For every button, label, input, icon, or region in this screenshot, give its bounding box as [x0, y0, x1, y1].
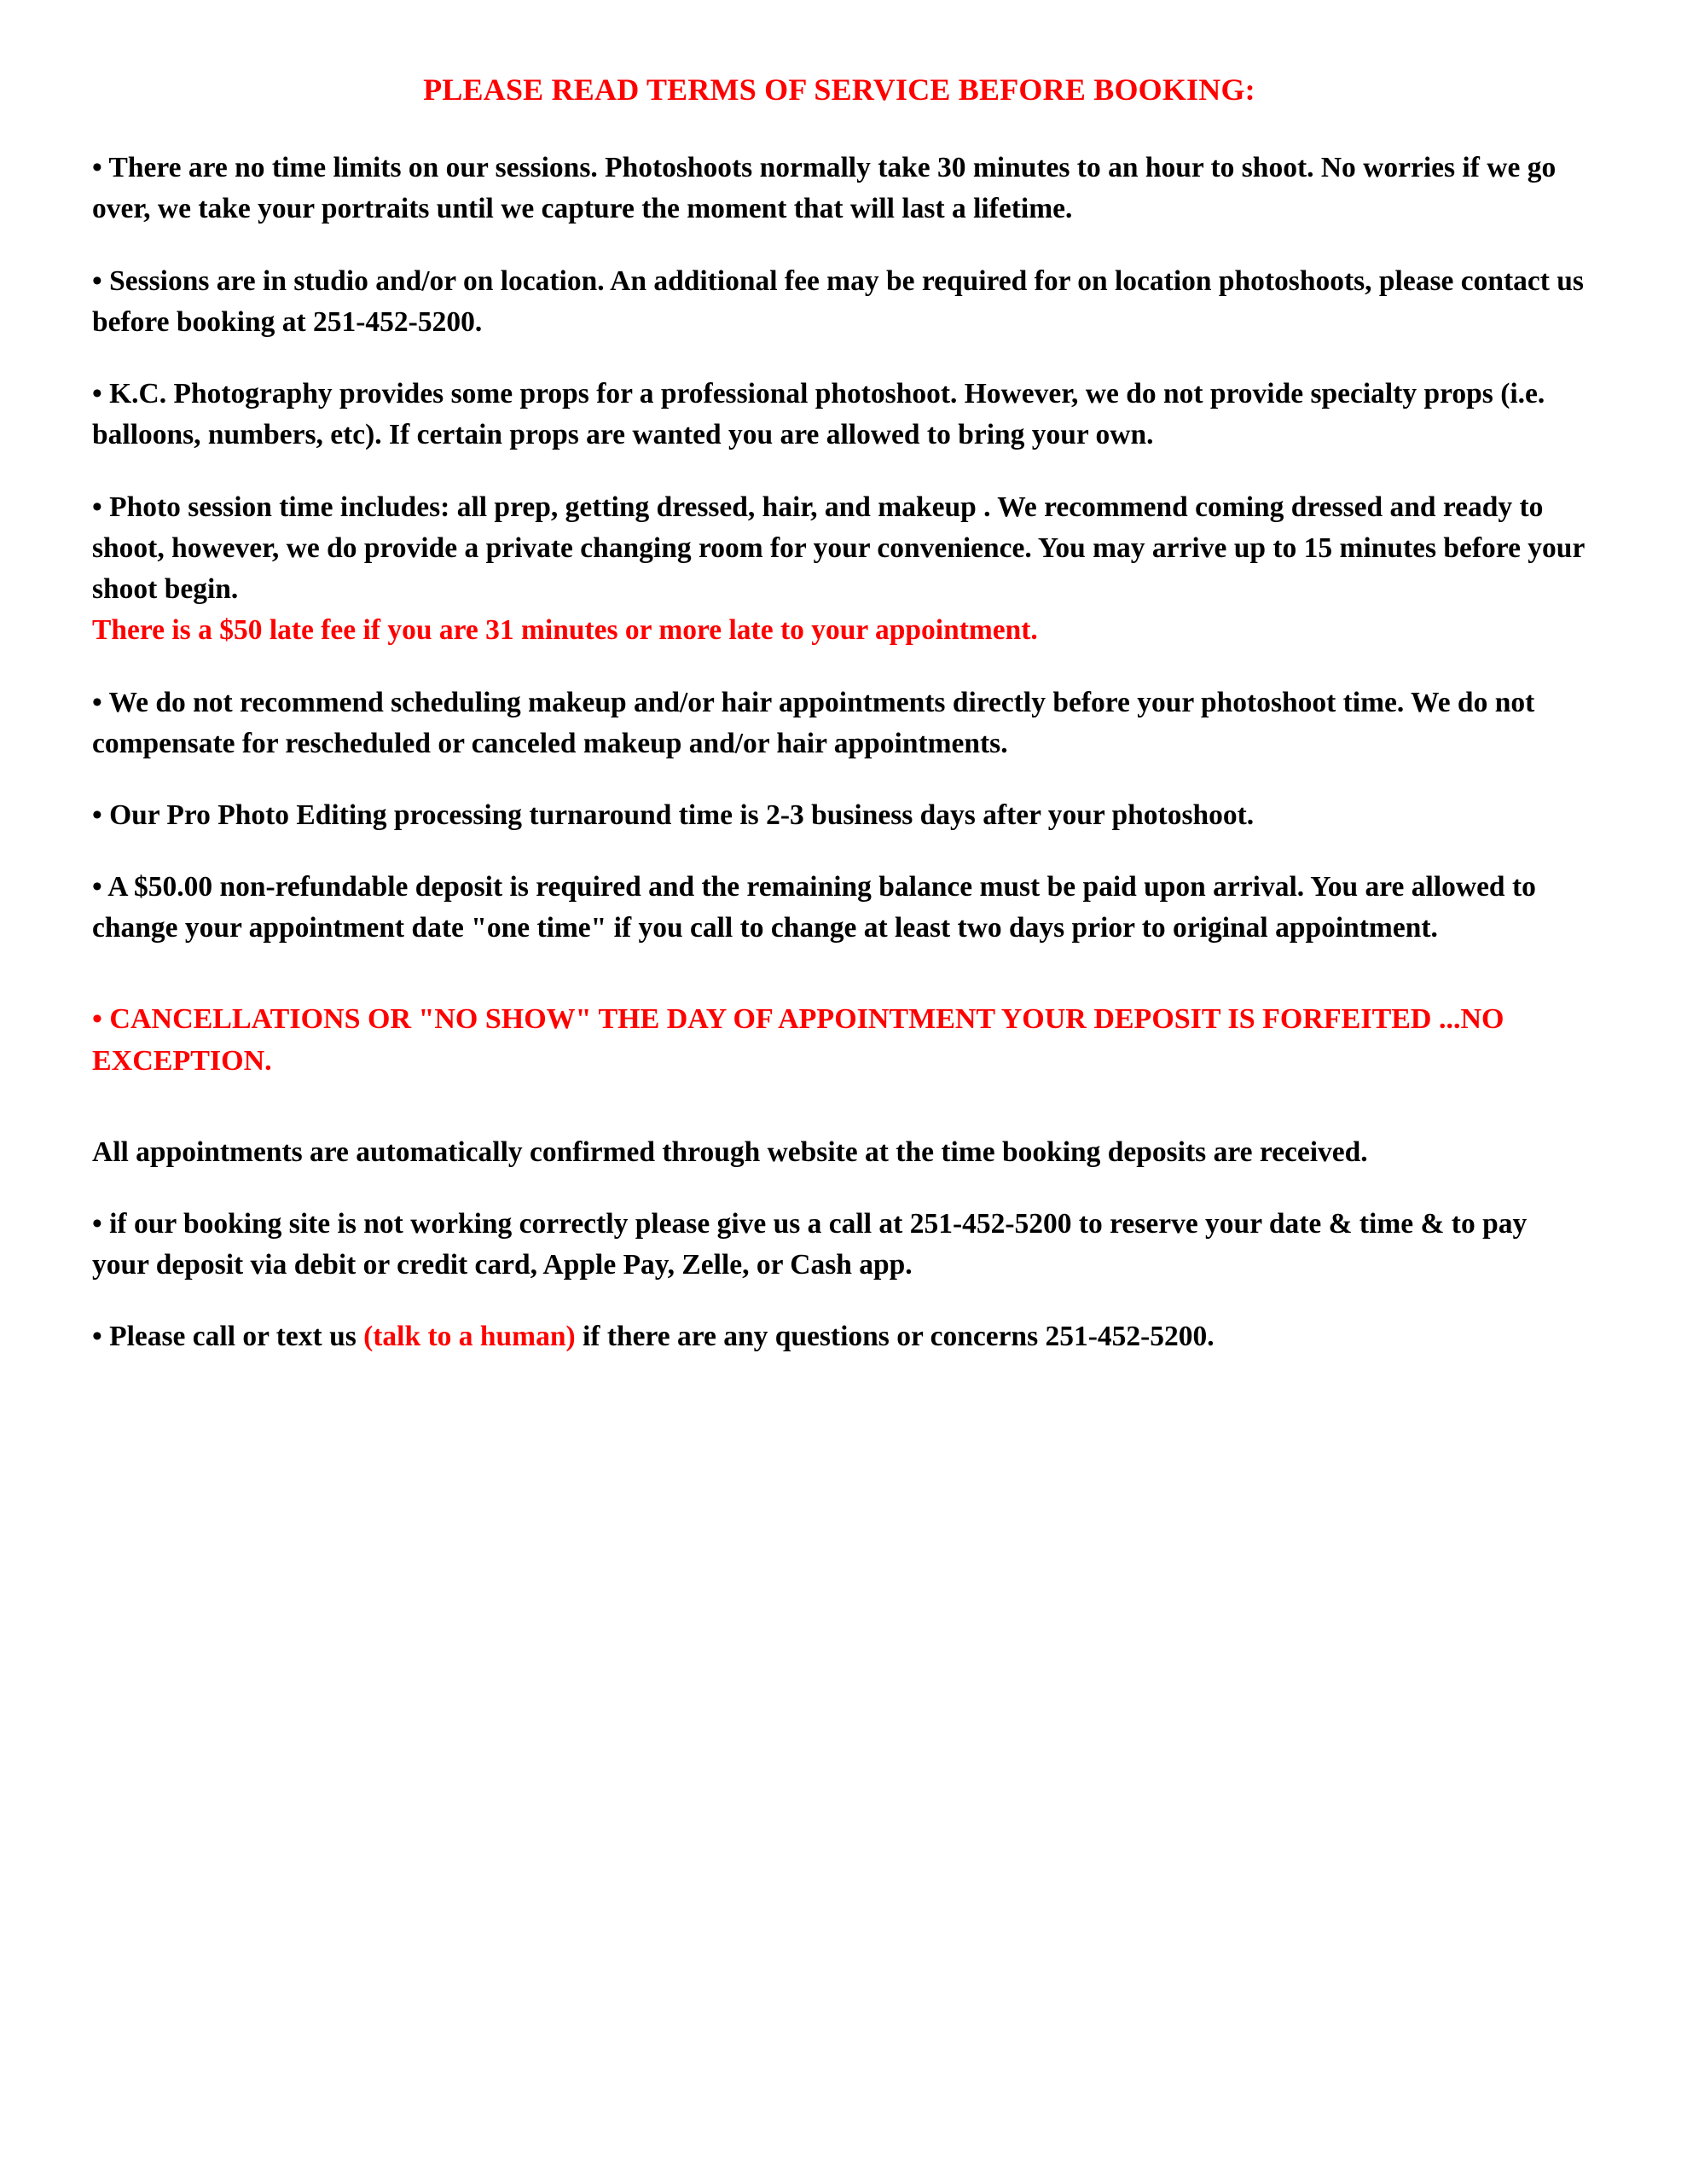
- contact-tail-text: if there are any questions or concerns 251-452-5200.: [575, 1321, 1215, 1353]
- contact-lead-text: • Please call or text us: [92, 1321, 364, 1353]
- paragraph-location: • Sessions are in studio and/or on location. An additional fee may be required for on location photoshoots, please contact us before booking at 251-452-5200.: [92, 264, 1584, 338]
- paragraph-deposit: • A $50.00 non-refundable deposit is required and the remaining balance must be paid upon arrival. You are allowed to change your appointment date "one time" if you call to change at least two days prior to original appointment.: [92, 871, 1536, 944]
- talk-to-a-human-note: (talk to a human): [363, 1321, 576, 1353]
- paragraph-props: • K.C. Photography provides some props for a professional photoshoot. However, we do not provide specialty props (i.e. balloons, numbers, etc). If certain props are wanted you are allowed to bring your own.: [92, 378, 1545, 451]
- paragraph-session-time: [92, 487, 1586, 652]
- paragraph-time-limits: • There are no time limits on our sessions. Photoshoots normally take 30 minutes to an hour to shoot. No worries if we go over, we take your portraits until we capture the moment that will last a lifetime.: [92, 152, 1557, 225]
- section-spacer: [92, 980, 1586, 999]
- paragraph-cancellations: • CANCELLATIONS OR "NO SHOW" THE DAY OF APPOINTMENT YOUR DEPOSIT IS FORFEITED ...NO EXCEPTION.: [92, 1002, 1504, 1077]
- paragraph-editing-turnaround: • Our Pro Photo Editing processing turnaround time is 2-3 business days after your photoshoot.: [92, 799, 1255, 831]
- paragraph-confirmations: All appointments are automatically confirmed through website at the time booking deposits are received.: [92, 1136, 1368, 1168]
- paragraph-contact: [92, 1316, 1586, 1357]
- late-fee-notice: There is a $50 late fee if you are 31 minutes or more late to your appointment.: [92, 614, 1038, 647]
- page-title: PLEASE READ TERMS OF SERVICE BEFORE BOOKING:: [423, 73, 1255, 107]
- section-spacer-2: [92, 1113, 1586, 1132]
- session-time-text: • Photo session time includes: all prep, getting dressed, hair, and makeup . We recommend coming dressed and ready to shoot, however, we do provide a private changing room for your convenience. You may arrive up to 15 minutes before your shoot begin.: [92, 491, 1585, 606]
- paragraph-makeup-hair: • We do not recommend scheduling makeup and/or hair appointments directly before your photoshoot time. We do not compensate for rescheduled or canceled makeup and/or hair appointments.: [92, 686, 1535, 759]
- paragraph-booking-site: • if our booking site is not working correctly please give us a call at 251-452-5200 to reserve your date & time & to pay your deposit via debit or credit card, Apple Pay, Zelle, or Cash app.: [92, 1207, 1528, 1281]
